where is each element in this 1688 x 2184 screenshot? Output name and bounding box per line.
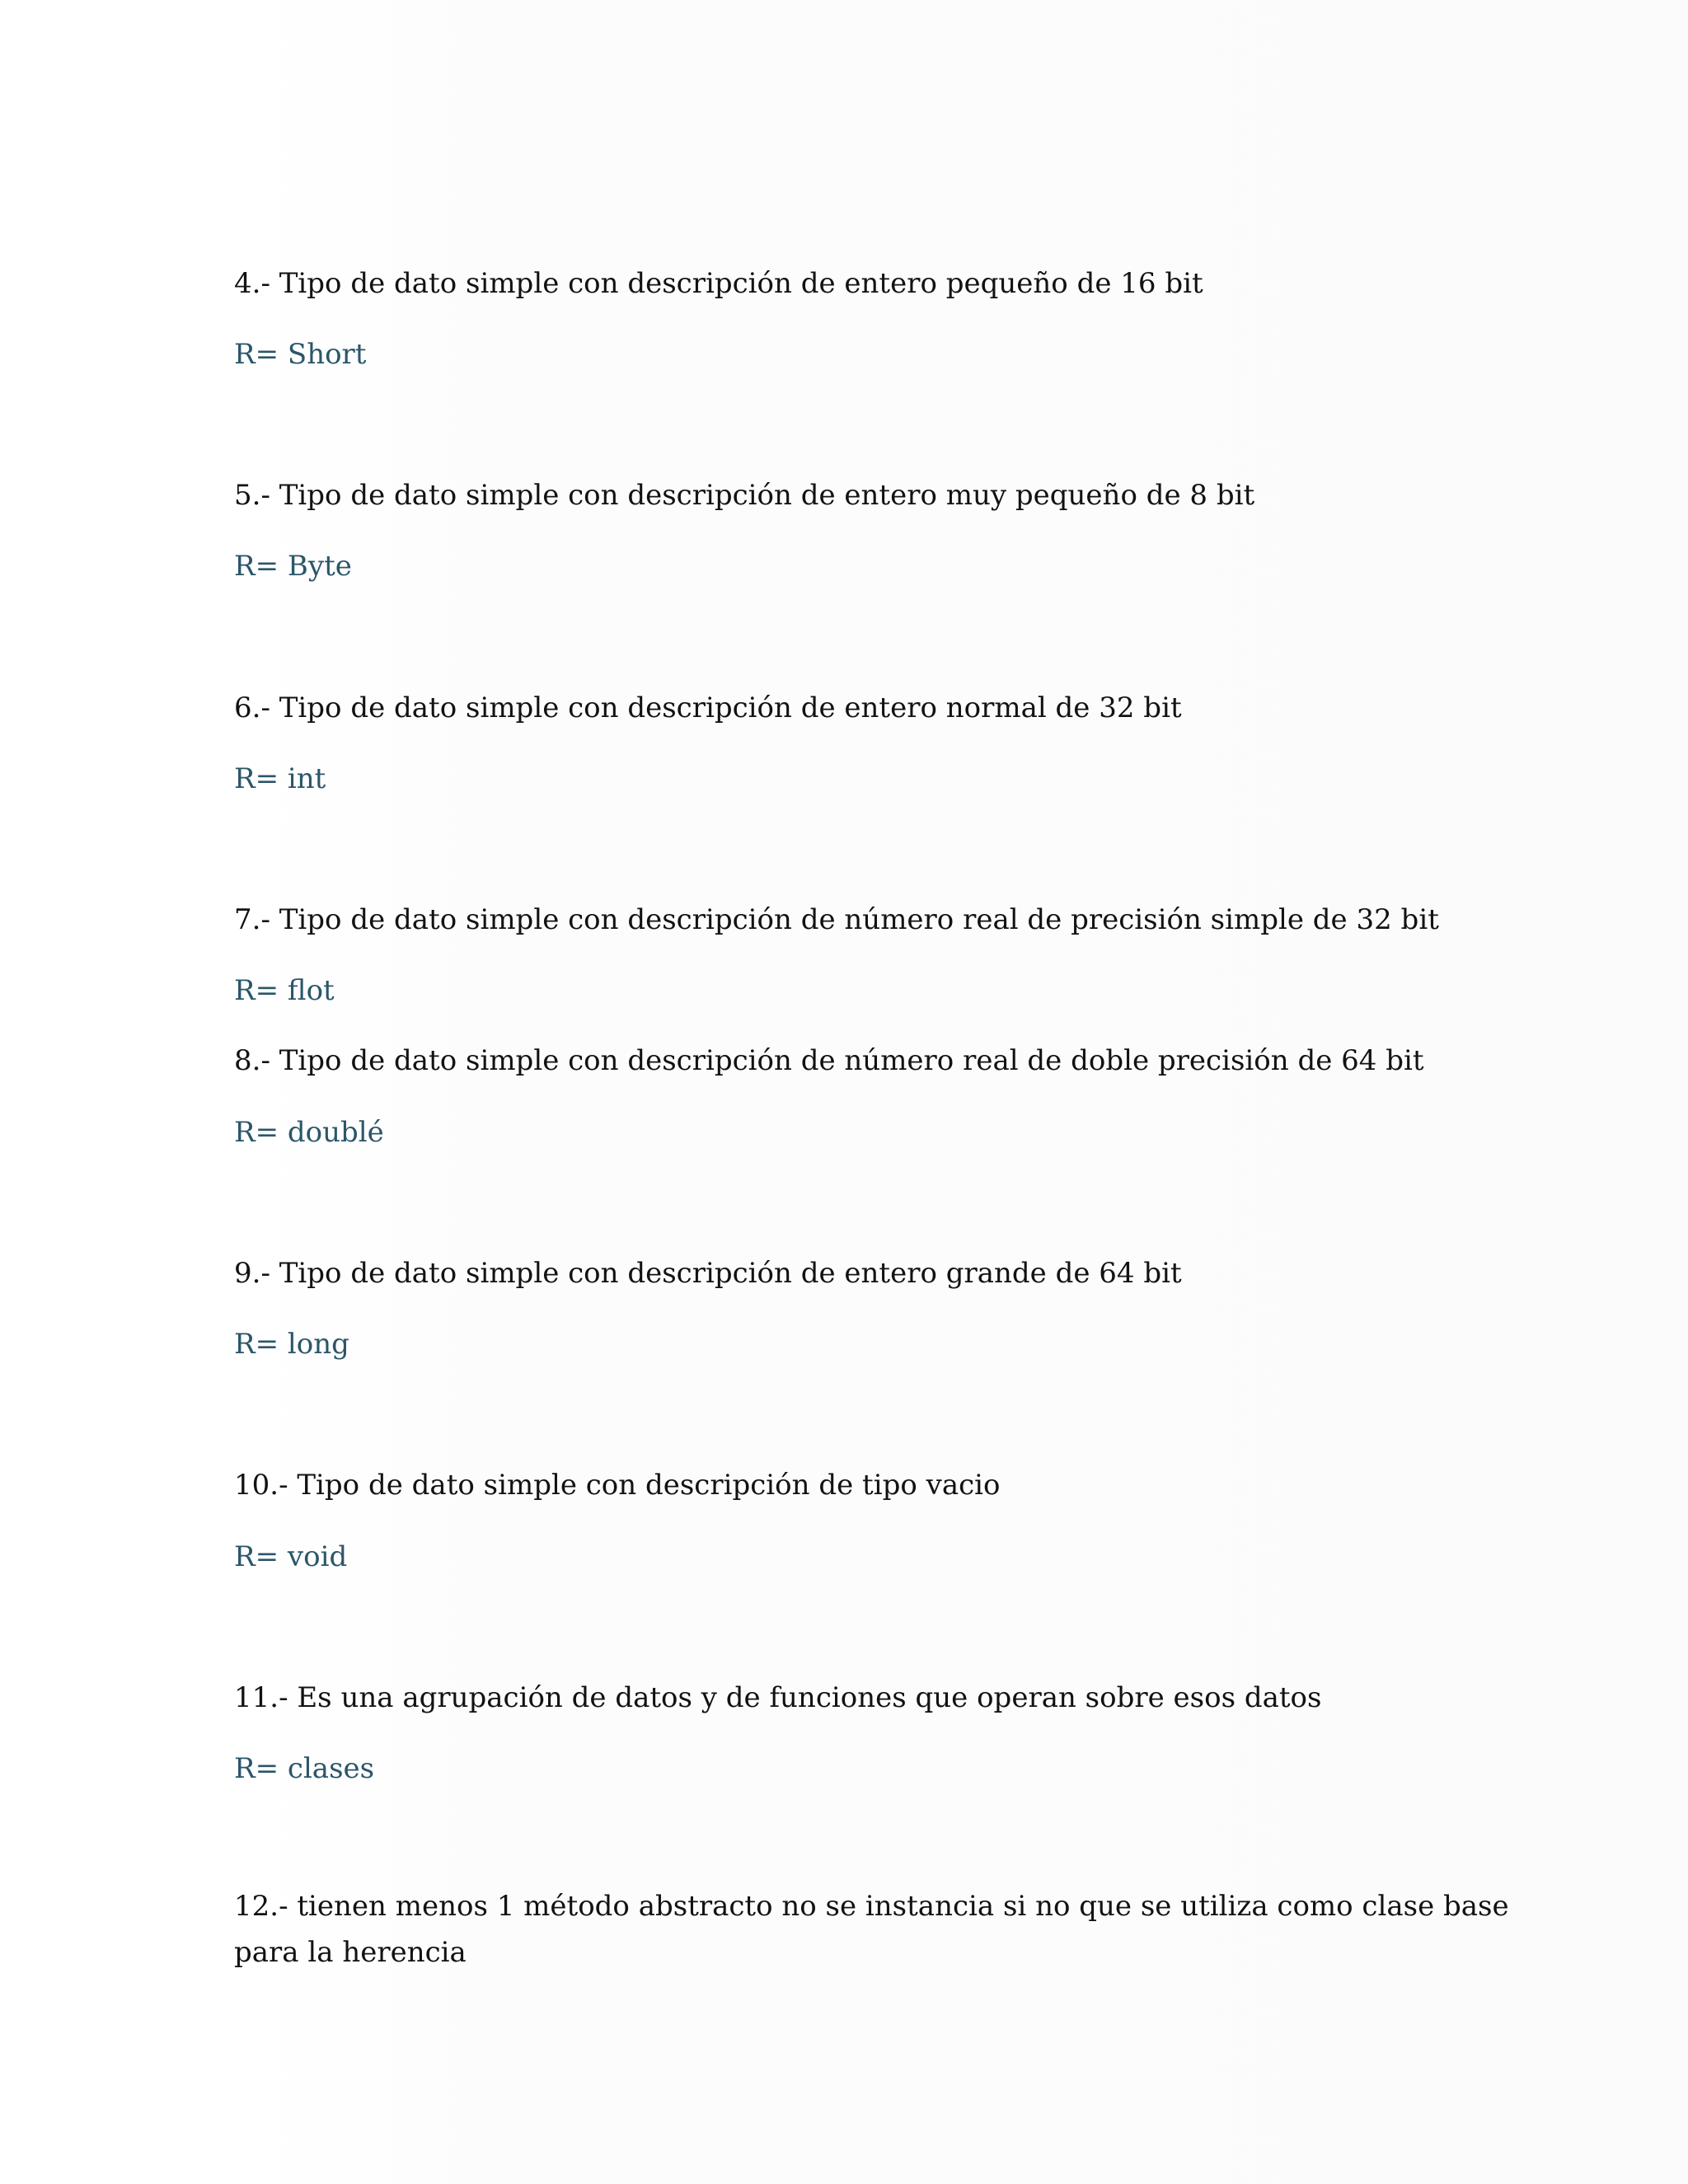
question-9: 9.- Tipo de dato simple con descripción de entero grande de 64 bit <box>234 1257 1182 1290</box>
question-10: 10.- Tipo de dato simple con descripción de tipo vacio <box>234 1469 1001 1502</box>
question-11: 11.- Es una agrupación de datos y de funciones que operan sobre esos datos <box>234 1681 1322 1714</box>
question-6: 6.- Tipo de dato simple con descripción de entero normal de 32 bit <box>234 691 1182 724</box>
question-12-line2: para la herencia <box>234 1936 467 1969</box>
answer-5: R= Byte <box>234 550 352 583</box>
question-12-line1: 12.- tienen menos 1 método abstracto no se instancia si no que se utiliza como clase base <box>234 1890 1509 1923</box>
question-5: 5.- Tipo de dato simple con descripción de entero muy pequeño de 8 bit <box>234 479 1255 512</box>
answer-6: R= int <box>234 762 326 795</box>
answer-11: R= clases <box>234 1752 375 1785</box>
question-7: 7.- Tipo de dato simple con descripción de número real de precisión simple de 32 bit <box>234 903 1439 936</box>
answer-8: R= doublé <box>234 1116 384 1149</box>
answer-4: R= Short <box>234 338 367 371</box>
question-8: 8.- Tipo de dato simple con descripción de número real de doble precisión de 64 bit <box>234 1044 1424 1077</box>
question-4: 4.- Tipo de dato simple con descripción de entero pequeño de 16 bit <box>234 267 1203 300</box>
answer-9: R= long <box>234 1328 349 1361</box>
answer-10: R= void <box>234 1540 348 1573</box>
answer-7: R= flot <box>234 974 335 1007</box>
